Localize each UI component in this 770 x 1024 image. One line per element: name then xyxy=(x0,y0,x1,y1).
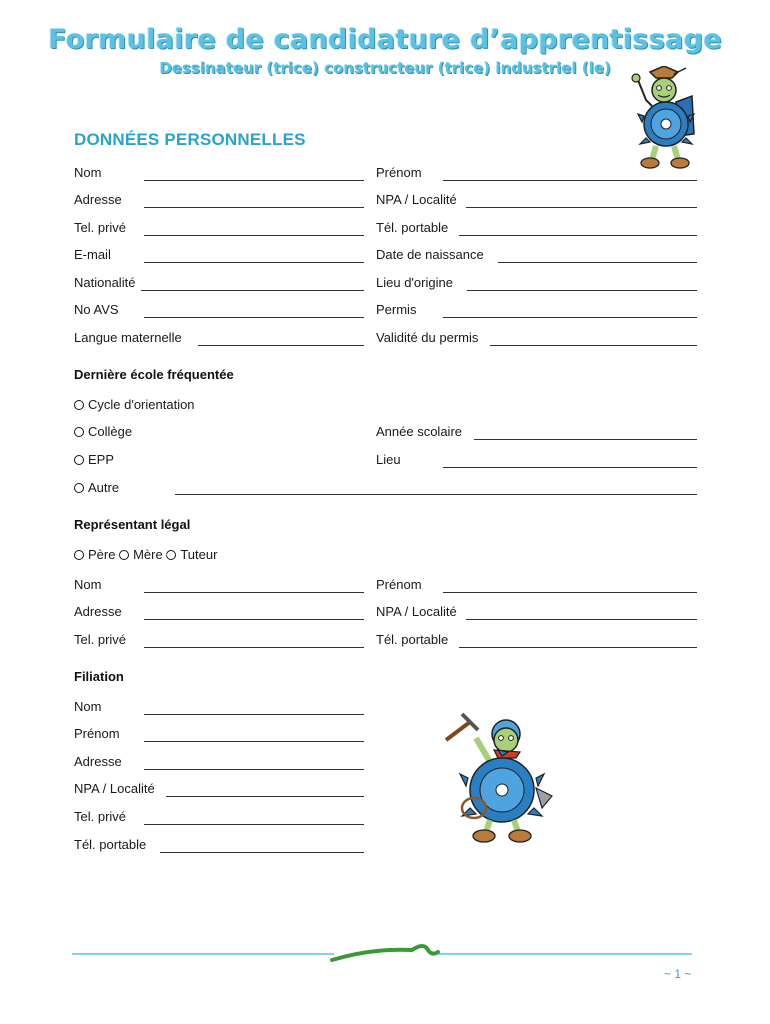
personal-label-email: E-mail xyxy=(74,247,111,262)
representative-option-tuteur[interactable] xyxy=(166,547,217,562)
radio-circle-icon xyxy=(166,550,176,560)
personal-field-avs[interactable] xyxy=(144,317,364,318)
rep-field-nom[interactable] xyxy=(144,592,364,593)
personal-field-validite[interactable] xyxy=(490,345,697,346)
page-number: ~ 1 ~ xyxy=(664,967,692,981)
personal-field-naissance[interactable] xyxy=(498,262,697,263)
personal-field-npa[interactable] xyxy=(466,207,697,208)
personal-label-npa: NPA / Localité xyxy=(376,192,457,207)
radio-circle-icon xyxy=(119,550,129,560)
representative-option-pere[interactable] xyxy=(74,547,115,562)
filiation-section-title: Filiation xyxy=(74,669,124,684)
personal-label-tel-portable: Tél. portable xyxy=(376,220,449,235)
rep-field-npa[interactable] xyxy=(466,619,697,620)
radio-circle-icon xyxy=(74,483,84,493)
representative-option-tuteur-label: Tuteur xyxy=(180,547,218,562)
filiation-label-npa: NPA / Localité xyxy=(74,781,155,796)
footer-swoosh-icon xyxy=(72,938,696,968)
filiation-field-prenom[interactable] xyxy=(144,741,364,742)
personal-label-naissance: Date de naissance xyxy=(376,247,484,262)
rep-field-tel-portable[interactable] xyxy=(459,647,697,648)
rep-field-adresse[interactable] xyxy=(144,619,364,620)
representative-option-mere[interactable] xyxy=(119,547,163,562)
personal-section-title: DONNÉES PERSONNELLES xyxy=(74,130,306,149)
personal-field-tel-portable[interactable] xyxy=(459,235,697,236)
school-option-epp-label: EPP xyxy=(88,452,115,467)
personal-field-permis[interactable] xyxy=(443,317,697,318)
filiation-label-prenom: Prénom xyxy=(74,726,120,741)
personal-field-langue[interactable] xyxy=(198,345,364,346)
mascot-climber-icon xyxy=(440,712,560,844)
filiation-label-tel-prive: Tel. privé xyxy=(74,809,127,824)
personal-label-permis: Permis xyxy=(376,302,417,317)
personal-field-nationalite[interactable] xyxy=(141,290,364,291)
filiation-label-nom: Nom xyxy=(74,699,102,714)
personal-field-adresse[interactable] xyxy=(144,207,364,208)
filiation-label-adresse: Adresse xyxy=(74,754,122,769)
form-subtitle: Dessinateur (trice) constructeur (trice) industriel (le) xyxy=(159,59,611,77)
personal-label-nom: Nom xyxy=(74,165,102,180)
rep-label-tel-portable: Tél. portable xyxy=(376,632,449,647)
school-option-college[interactable] xyxy=(74,424,132,439)
filiation-field-nom[interactable] xyxy=(144,714,364,715)
school-option-cycle-label: Cycle d'orientation xyxy=(88,397,195,412)
personal-field-nom[interactable] xyxy=(144,180,364,181)
school-field-autre[interactable] xyxy=(175,494,697,495)
personal-field-tel-prive[interactable] xyxy=(144,235,364,236)
form-title: Formulaire de candidature d’apprentissage xyxy=(48,24,722,55)
school-option-epp[interactable] xyxy=(74,452,114,467)
personal-label-nationalite: Nationalité xyxy=(74,275,136,290)
personal-label-adresse: Adresse xyxy=(74,192,122,207)
rep-label-adresse: Adresse xyxy=(74,604,122,619)
filiation-field-tel-prive[interactable] xyxy=(144,824,364,825)
personal-label-origine: Lieu d'origine xyxy=(376,275,453,290)
radio-circle-icon xyxy=(74,427,84,437)
school-option-autre[interactable] xyxy=(74,480,119,495)
school-option-cycle[interactable] xyxy=(74,397,195,412)
school-option-autre-label: Autre xyxy=(88,480,120,495)
school-label-annee: Année scolaire xyxy=(376,424,462,439)
school-section-title: Dernière école fréquentée xyxy=(74,367,234,382)
school-label-lieu: Lieu xyxy=(376,452,401,467)
personal-label-validite: Validité du permis xyxy=(376,330,479,345)
filiation-field-tel-portable[interactable] xyxy=(160,852,364,853)
representative-section-title: Représentant légal xyxy=(74,517,191,532)
rep-field-prenom[interactable] xyxy=(443,592,697,593)
personal-label-avs: No AVS xyxy=(74,302,119,317)
representative-option-mere-label: Mère xyxy=(133,547,163,562)
mascot-hiker-icon xyxy=(612,66,712,170)
school-field-lieu[interactable] xyxy=(443,467,697,468)
personal-field-email[interactable] xyxy=(144,262,364,263)
radio-circle-icon xyxy=(74,400,84,410)
radio-circle-icon xyxy=(74,455,84,465)
personal-field-origine[interactable] xyxy=(467,290,697,291)
rep-label-prenom: Prénom xyxy=(376,577,422,592)
personal-label-prenom: Prénom xyxy=(376,165,422,180)
personal-field-prenom[interactable] xyxy=(443,180,697,181)
filiation-field-adresse[interactable] xyxy=(144,769,364,770)
rep-label-npa: NPA / Localité xyxy=(376,604,457,619)
rep-label-tel-prive: Tel. privé xyxy=(74,632,127,647)
representative-option-pere-label: Père xyxy=(88,547,116,562)
school-field-annee[interactable] xyxy=(474,439,697,440)
rep-label-nom: Nom xyxy=(74,577,102,592)
filiation-field-npa[interactable] xyxy=(166,796,364,797)
personal-label-langue: Langue maternelle xyxy=(74,330,182,345)
representative-options xyxy=(74,547,217,562)
filiation-label-tel-portable: Tél. portable xyxy=(74,837,147,852)
rep-field-tel-prive[interactable] xyxy=(144,647,364,648)
personal-label-tel-prive: Tel. privé xyxy=(74,220,127,235)
radio-circle-icon xyxy=(74,550,84,560)
school-option-college-label: Collège xyxy=(88,424,133,439)
